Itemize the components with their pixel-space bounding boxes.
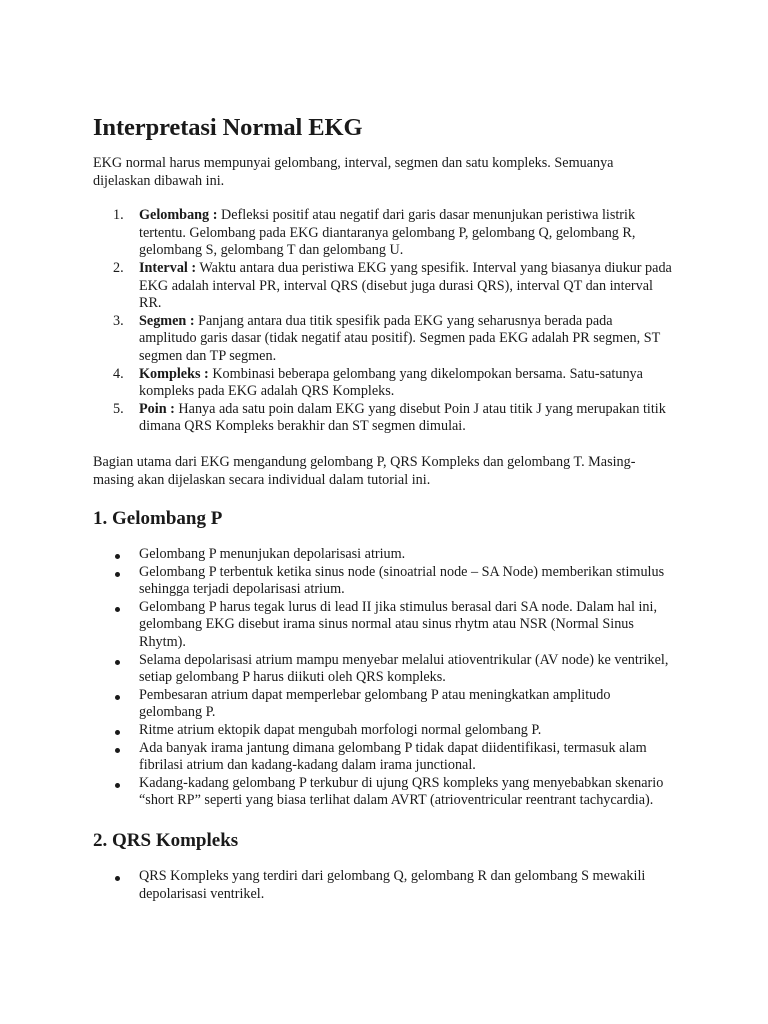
list-number: 3. [113, 312, 124, 329]
intro-paragraph: EKG normal harus mempunyai gelombang, interval, segmen dan satu kompleks. Semuanya dijelaskan dibawah ini. [93, 155, 614, 189]
bullet-icon [115, 730, 120, 735]
list-item [93, 599, 673, 652]
bullet-icon [115, 695, 120, 700]
list-item-text: Gelombang P menunjukan depolarisasi atrium. [139, 546, 406, 563]
list-item-text: Ada banyak irama jantung dimana gelombang P tidak dapat diidentifikasi, termasuk alam fibrilasi atrium dan kadang-kadang dalam irama junctional. [139, 739, 647, 774]
document-page [93, 112, 673, 903]
list-item-text: Selama depolarisasi atrium mampu menyebar melalui atioventrikular (AV node) ke ventrikel, setiap gelombang P harus diikuti oleh QRS kompleks. [139, 651, 669, 686]
bullet-icon [115, 607, 120, 612]
definition-text: Hanya ada satu poin dalam EKG yang disebut Poin J atau titik J yang merupakan titik dimana QRS Kompleks berakhir dan ST segmen dimulai. [139, 400, 666, 435]
list-item-text: Gelombang P terbentuk ketika sinus node (sinoatrial node – SA Node) memberikan stimulus sehingga terjadi depolarisasi atrium. [139, 563, 665, 598]
page-title: Interpretasi Normal EKG [93, 114, 363, 141]
list-number: 1. [113, 207, 124, 224]
qrs-kompleks-bullet-list [93, 868, 673, 903]
list-item [93, 687, 673, 722]
bullet-icon [115, 783, 120, 788]
definition-item [93, 260, 673, 313]
bullet-icon [115, 876, 120, 881]
list-number: 4. [113, 365, 124, 382]
definition-item [93, 366, 673, 401]
list-item-text: Gelombang P harus tegak lurus di lead II jika stimulus berasal dari SA node. Dalam hal ini, gelombang EKG disebut irama sinus normal atau sinus rhytm atau NSR (Normal Sinus Rhytm). [139, 598, 657, 651]
list-item-text: Pembesaran atrium dapat memperlebar gelombang P atau meningkatkan amplitudo gelombang P. [139, 686, 611, 721]
definition-text: Panjang antara dua titik spesifik pada EKG yang seharusnya berada pada amplitudo garis dasar (tidak negatif atau positif). Segmen pada EKG adalah PR segmen, ST segmen dan TP segmen. [139, 312, 661, 364]
section-heading-qrs-kompleks: 2. QRS Kompleks [93, 830, 239, 851]
definition-term: Interval : [139, 259, 197, 276]
bullet-icon [115, 572, 120, 577]
definition-item [93, 207, 673, 260]
definition-text: Kombinasi beberapa gelombang yang dikelompokan bersama. Satu-satunya kompleks pada EKG adalah QRS Kompleks. [139, 365, 643, 400]
list-number: 2. [113, 259, 124, 276]
list-item-text: QRS Kompleks yang terdiri dari gelombang Q, gelombang R dan gelombang S mewakili depolarisasi ventrikel. [139, 868, 646, 902]
list-item [93, 868, 673, 903]
list-item [93, 722, 673, 740]
definition-term: Segmen : [139, 312, 195, 329]
definition-term: Poin : [139, 400, 175, 417]
section-heading-gelombang-p: 1. Gelombang P [93, 508, 223, 530]
list-item-text: Ritme atrium ektopik dapat mengubah morfologi normal gelombang P. [139, 722, 542, 739]
bullet-icon [115, 660, 120, 665]
definition-term: Gelombang : [139, 207, 218, 224]
definition-term: Kompleks : [139, 365, 209, 382]
list-number: 5. [113, 400, 124, 417]
list-item [93, 546, 673, 564]
list-item [93, 564, 673, 599]
list-item [93, 740, 673, 775]
definition-text: Waktu antara dua peristiwa EKG yang spesifik. Interval yang biasanya diukur pada EKG adalah interval PR, interval QRS (disebut juga durasi QRS), interval QT dan interval RR. [139, 259, 672, 312]
list-item [93, 652, 673, 687]
definition-item [93, 313, 673, 366]
list-item [93, 775, 673, 810]
bullet-icon [115, 554, 120, 559]
definition-item [93, 401, 673, 436]
definition-text: Defleksi positif atau negatif dari garis dasar menunjukan peristiwa listrik tertentu. Gelombang pada EKG diantaranya gelombang P, gelombang Q, gelombang R, gelombang S, gelombang T dan gelombang U. [139, 207, 636, 259]
gelombang-p-bullet-list [93, 546, 673, 810]
definitions-list [93, 207, 673, 436]
summary-paragraph: Bagian utama dari EKG mengandung gelombang P, QRS Kompleks dan gelombang T. Masing-masing akan dijelaskan secara individual dalam tutorial ini. [93, 453, 636, 488]
list-item-text: Kadang-kadang gelombang P terkubur di ujung QRS kompleks yang menyebabkan skenario “short RP” seperti yang biasa terlihat dalam AVRT (atrioventricular reentrant tachycardia). [139, 774, 664, 809]
bullet-icon [115, 748, 120, 753]
